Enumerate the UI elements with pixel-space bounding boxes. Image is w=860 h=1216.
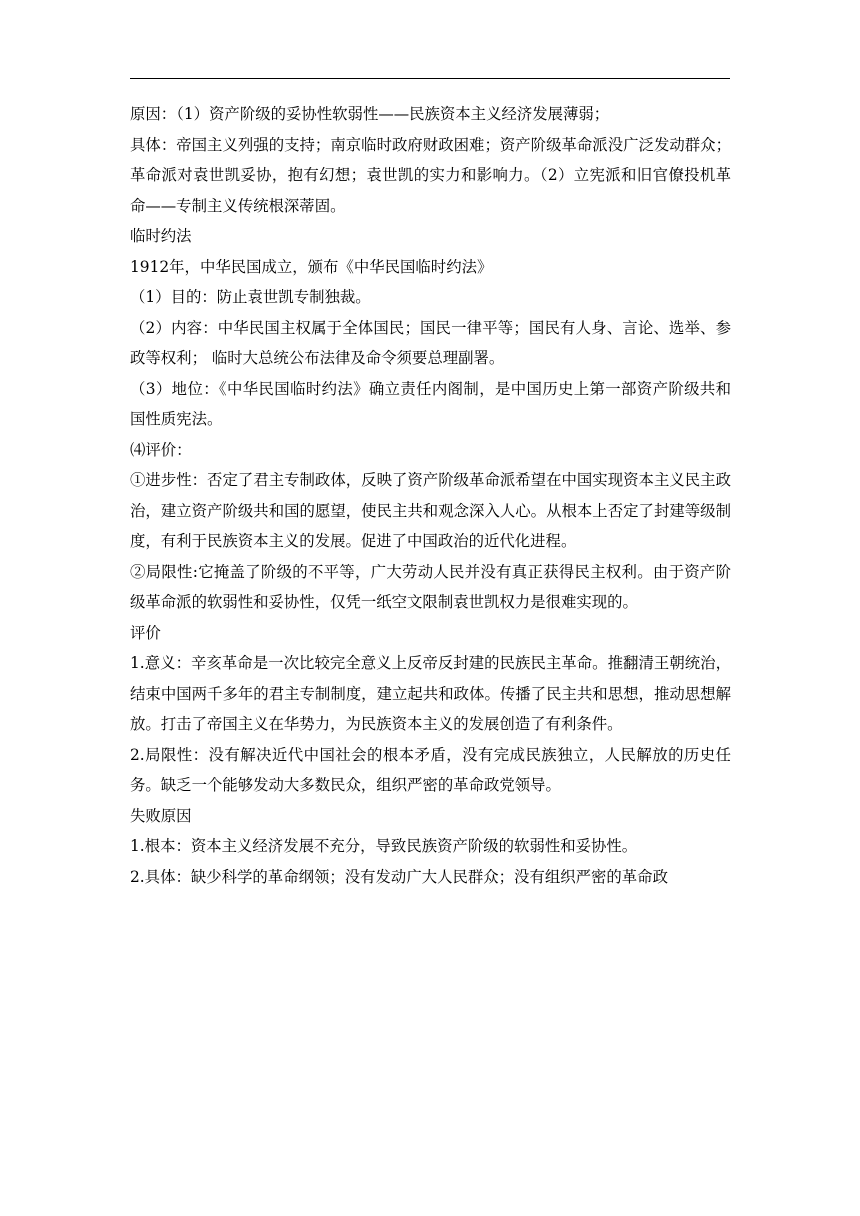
para-specific: 具体：帝国主义列强的支持；南京临时政府财政困难；资产阶级革命派没广泛发动群众；革命派对袁世凯妥协，抱有幻想；袁世凯的实力和影响力。（2）立宪派和旧官僚投机革命——专制主义传统根深蒂固。 xyxy=(130,135,731,215)
document-body xyxy=(130,99,731,892)
heading-evaluation: 评价 xyxy=(130,623,161,642)
para-content: （2）内容：中华民国主权属于全体国民；国民一律平等；国民有人身、言论、选举、参政等权利； 临时大总统公布法律及命令须要总理副署。 xyxy=(130,318,731,367)
header-rule xyxy=(130,78,730,79)
para-reason: 原因：（1）资产阶级的妥协性软弱性——民族资本主义经济发展薄弱； xyxy=(130,105,610,123)
para-purpose: （1）目的：防止袁世凯专制独裁。 xyxy=(130,288,371,306)
para-limits: 2.局限性：没有解决近代中国社会的根本矛盾，没有完成民族独立，人民解放的历史任务。缺乏一个能够发动大多数民众，组织严密的革命政党领导。 xyxy=(130,745,731,794)
para-concrete-cause: 2.具体：缺少科学的革命纲领；没有发动广大人民群众；没有组织严密的革命政 xyxy=(130,867,668,886)
para-1912: 1912年，中华民国成立，颁布《中华民国临时约法》 xyxy=(130,257,493,276)
para-limitation: ②局限性:它掩盖了阶级的不平等，广大劳动人民并没有真正获得民主权利。由于资产阶级革命派的软弱性和妥协性，仅凭一纸空文限制袁世凯权力是很难实现的。 xyxy=(130,562,731,611)
heading-provisional-constitution: 临时约法 xyxy=(130,227,192,245)
heading-failure-reasons: 失败原因 xyxy=(130,806,192,825)
para-root-cause: 1.根本：资本主义经济发展不充分，导致民族资产阶级的软弱性和妥协性。 xyxy=(130,837,638,855)
para-evaluation-label: ⑷评价： xyxy=(130,440,192,459)
para-status: （3）地位：《中华民国临时约法》确立责任内阁制，是中国历史上第一部资产阶级共和国性质宪法。 xyxy=(130,379,731,428)
para-significance: 1.意义：辛亥革命是一次比较完全意义上反帝反封建的民族民主革命。推翻清王朝统治，结束中国两千多年的君主专制制度，建立起共和政体。传播了民主共和思想，推动思想解放。打击了帝国主义在华势力，为民族资本主义的发展创造了有利条件。 xyxy=(130,654,731,733)
para-progressive: ①进步性：否定了君主专制政体，反映了资产阶级革命派希望在中国实现资本主义民主政治，建立资产阶级共和国的愿望，使民主共和观念深入人心。从根本上否定了封建等级制度，有利于民族资本主义的发展。促进了中国政治的近代化进程。 xyxy=(130,471,731,550)
